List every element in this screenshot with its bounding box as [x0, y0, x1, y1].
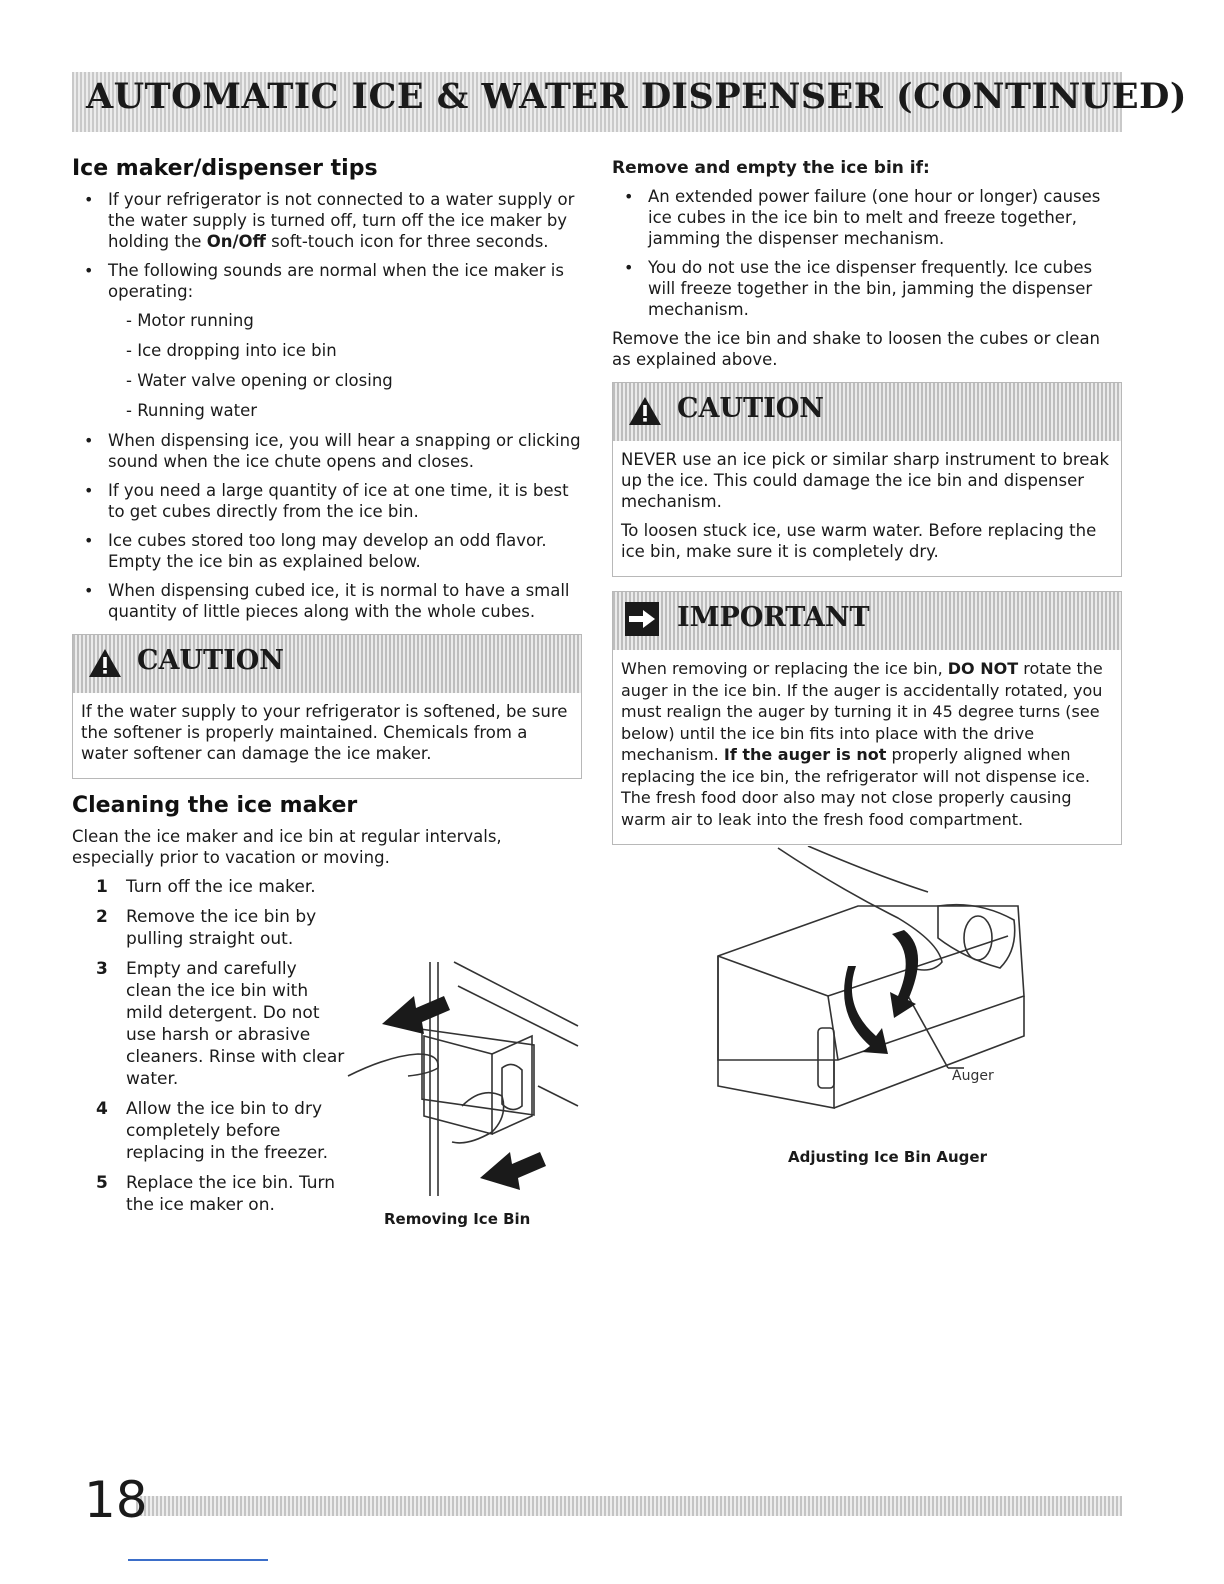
- removing-ice-bin-caption: Removing Ice Bin: [384, 1210, 531, 1228]
- page-header-title: AUTOMATIC ICE & WATER DISPENSER (CONTINUED): [86, 76, 1187, 117]
- adjusting-auger-illustration: [708, 846, 1034, 1126]
- important-header: [613, 592, 1121, 650]
- list-item: • When dispensing cubed ice, it is normal to have a small quantity of little pieces along with the whole cubes.: [72, 580, 582, 622]
- sounds-list: [108, 310, 582, 421]
- step-item: 3 Empty and carefully clean the ice bin with mild detergent. Do not use harsh or abrasive cleaners. Rinse with clear water.: [96, 959, 345, 1089]
- footer-divider: [128, 1559, 268, 1561]
- step-item: 1 Turn off the ice maker.: [96, 877, 316, 897]
- right-column: [612, 150, 1122, 859]
- list-item: - Motor running: [126, 311, 254, 330]
- warning-triangle-icon: [87, 647, 123, 679]
- list-item: • If your refrigerator is not connected to a water supply or the water supply is turned off, turn off the ice maker by holding the On/Off soft-touch icon for three seconds.: [72, 189, 582, 252]
- warning-triangle-icon: [627, 395, 663, 427]
- empty-bin-heading: Remove and empty the ice bin if:: [612, 158, 930, 178]
- caution-header: [73, 635, 581, 693]
- important-box: [612, 591, 1122, 845]
- list-item: • The following sounds are normal when the ice maker is operating: - Motor running - Ice dropping into ice bin - Water valve opening or closing - Running water: [72, 260, 582, 421]
- list-item: - Ice dropping into ice bin: [126, 341, 337, 360]
- page-number: 18: [84, 1471, 148, 1529]
- caution-box-ice-pick: [612, 382, 1122, 577]
- important-text: When removing or replacing the ice bin, DO NOT rotate the auger in the ice bin. If the auger is accidentally rotated, you must realign the auger by turning it in 45 degree turns (see below) until the ice bin fits into place with the drive mechanism. If the auger is not properly aligned when replacing the ice bin, the refrigerator will not dispense ice. The fresh food door also may not close properly causing warm air to leak into the fresh food compartment.: [621, 659, 1103, 829]
- list-item: • When dispensing ice, you will hear a snapping or clicking sound when the ice chute opens and closes.: [72, 430, 582, 472]
- list-item: - Water valve opening or closing: [126, 371, 393, 390]
- list-item: • If you need a large quantity of ice at one time, it is best to get cubes directly from the ice bin.: [72, 480, 582, 522]
- caution-header: [613, 383, 1121, 441]
- tips-list: [72, 189, 582, 622]
- list-item: • An extended power failure (one hour or longer) causes ice cubes in the ice bin to melt and freeze together, jamming the dispenser mechanism.: [612, 186, 1122, 249]
- caution-text: To loosen stuck ice, use warm water. Before replacing the ice bin, make sure it is completely dry.: [621, 521, 1097, 561]
- step-item: 5 Replace the ice bin. Turn the ice maker on.: [96, 1173, 336, 1215]
- caution-text: If the water supply to your refrigerator is softened, be sure the softener is properly maintained. Chemicals from a water softener can damage the ice maker.: [81, 702, 568, 763]
- list-item: - Running water: [126, 401, 258, 420]
- arrow-notice-icon: [625, 602, 659, 636]
- footer-band: [136, 1496, 1122, 1516]
- list-item: • You do not use the ice dispenser frequently. Ice cubes will freeze together in the bin, jamming the dispenser mechanism.: [612, 257, 1122, 320]
- list-item: • Ice cubes stored too long may develop an odd flavor. Empty the ice bin as explained below.: [72, 530, 582, 572]
- caution-label: CAUTION: [677, 393, 824, 424]
- caution-box-softener: [72, 634, 582, 779]
- step-item: 4 Allow the ice bin to dry completely before replacing in the freezer.: [96, 1099, 328, 1163]
- tips-heading: Ice maker/dispenser tips: [72, 156, 378, 181]
- step-item: 2 Remove the ice bin by pulling straight out.: [96, 907, 317, 949]
- removing-ice-bin-illustration: [342, 956, 582, 1206]
- auger-label: Auger: [952, 1068, 994, 1084]
- important-label: IMPORTANT: [677, 602, 870, 633]
- caution-text: NEVER use an ice pick or similar sharp instrument to break up the ice. This could damage the ice bin and dispenser mechanism.: [621, 450, 1110, 511]
- caution-label: CAUTION: [137, 645, 284, 676]
- empty-bin-list: [612, 186, 1122, 320]
- adjusting-auger-caption: Adjusting Ice Bin Auger: [788, 1148, 987, 1166]
- cleaning-intro: Clean the ice maker and ice bin at regular intervals, especially prior to vacation or moving.: [72, 827, 502, 867]
- empty-bin-after: Remove the ice bin and shake to loosen the cubes or clean as explained above.: [612, 329, 1101, 369]
- cleaning-heading: Cleaning the ice maker: [72, 793, 358, 818]
